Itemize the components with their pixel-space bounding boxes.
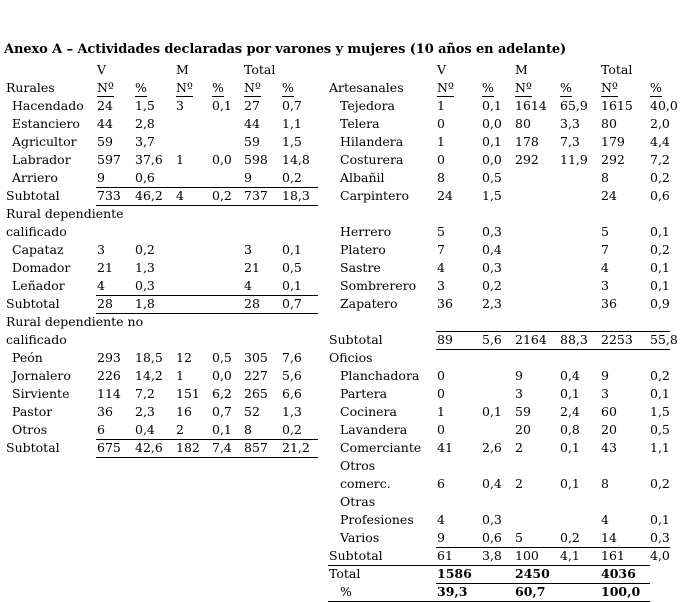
right-row-label: Hilandera [340, 134, 404, 149]
right-subtotal-label: Subtotal [329, 332, 383, 347]
right-value-cell: 0,4 [482, 242, 502, 257]
right-value-cell: 60 [601, 404, 617, 419]
right-row-label: Comerciante [340, 440, 422, 455]
left-value-cell: 1,8 [135, 296, 155, 311]
right-row-label: Herrero [340, 224, 392, 239]
left-value-cell: 24 [97, 98, 113, 113]
right-value-cell: 0,1 [560, 476, 580, 491]
left-row-label: Otros [12, 422, 48, 437]
left-value-cell: 0,7 [282, 296, 302, 311]
right-row-label: Telera [340, 116, 380, 131]
right-value-cell: 0,6 [482, 530, 502, 545]
right-value-cell: 60,7 [515, 584, 546, 599]
right-row-label: Varios [340, 530, 380, 545]
left-section-label: calificado [6, 332, 67, 347]
right-value-cell: 24 [437, 188, 453, 203]
right-value-cell: 3 [601, 386, 609, 401]
right-value-cell: 4 [601, 512, 609, 527]
left-value-cell: 0,7 [212, 404, 232, 419]
right-group-header-m: M [515, 62, 528, 77]
right-value-cell: 88,3 [560, 332, 588, 347]
right-value-cell: 2,3 [482, 296, 502, 311]
right-value-cell: 0,2 [560, 530, 580, 545]
right-value-cell: 0,3 [482, 224, 502, 239]
right-value-cell: 1 [437, 404, 445, 419]
left-value-cell: 6,2 [212, 386, 232, 401]
right-value-cell: 0,3 [482, 260, 502, 275]
left-value-cell: 0,5 [212, 350, 232, 365]
left-value-cell: 7,4 [212, 440, 232, 455]
right-subtotal-bottom-rule [436, 349, 670, 350]
left-value-cell: 4 [97, 278, 105, 293]
left-value-cell: 1,5 [135, 98, 155, 113]
right-value-cell: 4,0 [650, 548, 670, 563]
right-value-cell: 9 [437, 530, 445, 545]
left-value-cell: 265 [244, 386, 268, 401]
right-col-header: Nº [437, 80, 454, 95]
right-value-cell: 0,1 [482, 134, 502, 149]
left-value-cell: 3,7 [135, 134, 155, 149]
right-value-cell: 61 [437, 548, 453, 563]
right-value-cell: 7,2 [650, 152, 670, 167]
right-col-header: % [482, 80, 494, 95]
left-value-cell: 675 [97, 440, 121, 455]
right-value-cell: 292 [601, 152, 625, 167]
right-value-cell: 3 [437, 278, 445, 293]
left-value-cell: 16 [176, 404, 192, 419]
left-value-cell: 6 [97, 422, 105, 437]
left-value-cell: 0,1 [212, 98, 232, 113]
right-value-cell: 0,2 [650, 368, 670, 383]
right-subtotal-rule [436, 331, 670, 332]
right-value-cell: 2,0 [650, 116, 670, 131]
left-value-cell: 0,1 [282, 242, 302, 257]
right-value-cell: 20 [601, 422, 617, 437]
right-value-cell: 20 [515, 422, 531, 437]
right-value-cell: 5,6 [482, 332, 502, 347]
left-value-cell: 59 [97, 134, 113, 149]
right-row-label: Albañil [340, 170, 385, 185]
right-value-cell: 0,1 [482, 98, 502, 113]
right-value-cell: 0,4 [482, 476, 502, 491]
right-value-cell: 7 [437, 242, 445, 257]
right-value-cell: 3,8 [482, 548, 502, 563]
left-value-cell: 0,0 [212, 368, 232, 383]
left-value-cell: 8 [244, 422, 252, 437]
right-value-cell: 1 [437, 98, 445, 113]
right-row-label: Zapatero [340, 296, 398, 311]
left-value-cell: 42,6 [135, 440, 163, 455]
left-value-cell: 857 [244, 440, 268, 455]
right-row-label: comerc. [340, 476, 391, 491]
left-value-cell: 59 [244, 134, 260, 149]
left-row-label: Leñador [12, 278, 65, 293]
right-value-cell: 0,3 [650, 530, 670, 545]
left-group-header-m: M [176, 62, 189, 77]
left-value-cell: 44 [244, 116, 260, 131]
left-value-cell: 52 [244, 404, 260, 419]
right-value-cell: 80 [515, 116, 531, 131]
left-group-header-v: V [97, 62, 107, 77]
right-section-label: Oficios [329, 350, 373, 365]
right-value-cell: 0,1 [650, 224, 670, 239]
left-value-cell: 0,6 [135, 170, 155, 185]
left-value-cell: 151 [176, 386, 200, 401]
right-value-cell: 0,2 [650, 476, 670, 491]
left-value-cell: 0,2 [282, 422, 302, 437]
left-value-cell: 6,6 [282, 386, 302, 401]
total-label: Total [329, 566, 361, 581]
left-group-header-total: Total [244, 62, 276, 77]
left-row-label: Estanciero [12, 116, 80, 131]
right-value-cell: 2 [515, 440, 523, 455]
right-value-cell: 4,4 [650, 134, 670, 149]
left-col-header: Nº [97, 80, 114, 95]
left-subtotal-label: Subtotal [6, 188, 60, 203]
left-row-label: Pastor [12, 404, 53, 419]
right-value-cell: 2,6 [482, 440, 502, 455]
right-subtotal-rule [436, 547, 670, 548]
left-value-cell: 2 [176, 422, 184, 437]
right-value-cell: 1,5 [482, 188, 502, 203]
document-title: Anexo A – Actividades declaradas por varones y mujeres (10 años en adelante) [4, 42, 567, 57]
right-col-header: % [650, 80, 662, 95]
left-value-cell: 0,7 [282, 98, 302, 113]
percent-label: % [340, 584, 352, 599]
left-value-cell: 44 [97, 116, 113, 131]
right-value-cell: 0,0 [482, 152, 502, 167]
right-value-cell: 1 [437, 134, 445, 149]
right-row-label: Cocinera [340, 404, 397, 419]
left-col-header: % [212, 80, 224, 95]
right-value-cell: 0,1 [650, 386, 670, 401]
right-value-cell: 0,0 [482, 116, 502, 131]
left-value-cell: 0,1 [282, 278, 302, 293]
right-group-header-v: V [437, 62, 447, 77]
right-value-cell: 59 [515, 404, 531, 419]
left-value-cell: 5,6 [282, 368, 302, 383]
right-value-cell: 0,2 [650, 242, 670, 257]
left-value-cell: 0,3 [135, 278, 155, 293]
right-value-cell: 0 [437, 386, 445, 401]
left-value-cell: 36 [97, 404, 113, 419]
right-value-cell: 0 [437, 116, 445, 131]
left-row-label: Peón [12, 350, 43, 365]
right-row-label: Otros [340, 458, 376, 473]
left-value-cell: 293 [97, 350, 121, 365]
left-value-cell: 182 [176, 440, 200, 455]
right-value-cell: 36 [437, 296, 453, 311]
left-value-cell: 18,5 [135, 350, 163, 365]
right-value-cell: 9 [601, 368, 609, 383]
right-value-cell: 0,6 [650, 188, 670, 203]
left-subtotal-label: Subtotal [6, 440, 60, 455]
right-value-cell: 7,3 [560, 134, 580, 149]
right-value-cell: 2253 [601, 332, 633, 347]
right-row-label: Tejedora [340, 98, 395, 113]
left-value-cell: 2,8 [135, 116, 155, 131]
right-value-cell: 8 [437, 170, 445, 185]
right-value-cell: 2450 [515, 566, 550, 581]
right-value-cell: 24 [601, 188, 617, 203]
left-value-cell: 3 [244, 242, 252, 257]
left-value-cell: 737 [244, 188, 268, 203]
right-value-cell: 0 [437, 152, 445, 167]
left-value-cell: 14,8 [282, 152, 310, 167]
right-value-cell: 80 [601, 116, 617, 131]
right-row-label: Platero [340, 242, 386, 257]
left-row-label: Jornalero [12, 368, 71, 383]
right-value-cell: 1614 [515, 98, 547, 113]
right-row-label: Profesiones [340, 512, 414, 527]
right-value-cell: 14 [601, 530, 617, 545]
right-value-cell: 8 [601, 476, 609, 491]
right-value-cell: 0 [437, 422, 445, 437]
right-value-cell: 0,4 [560, 368, 580, 383]
right-value-cell: 100 [515, 548, 539, 563]
left-section-label: Rural dependiente [6, 206, 124, 221]
right-value-cell: 43 [601, 440, 617, 455]
right-value-cell: 8 [601, 170, 609, 185]
right-value-cell: 178 [515, 134, 539, 149]
left-value-cell: 597 [97, 152, 121, 167]
right-value-cell: 0,5 [482, 170, 502, 185]
right-value-cell: 1586 [437, 566, 472, 581]
left-value-cell: 28 [97, 296, 113, 311]
right-subtotal-label: Subtotal [329, 548, 383, 563]
right-value-cell: 0,5 [650, 422, 670, 437]
right-value-cell: 179 [601, 134, 625, 149]
left-value-cell: 14,2 [135, 368, 163, 383]
left-value-cell: 9 [97, 170, 105, 185]
right-value-cell: 100,0 [601, 584, 641, 599]
right-value-cell: 0,9 [650, 296, 670, 311]
left-value-cell: 226 [97, 368, 121, 383]
left-value-cell: 733 [97, 188, 121, 203]
right-section-label: Artesanales [329, 80, 404, 95]
right-row-label: Lavandera [340, 422, 408, 437]
right-col-header: Nº [515, 80, 532, 95]
left-value-cell: 7,6 [282, 350, 302, 365]
right-value-cell: 1,1 [650, 440, 670, 455]
left-value-cell: 18,3 [282, 188, 310, 203]
right-col-header: % [560, 80, 572, 95]
right-group-header-total: Total [601, 62, 633, 77]
left-value-cell: 1 [176, 368, 184, 383]
right-value-cell: 5 [601, 224, 609, 239]
right-value-cell: 0,2 [650, 170, 670, 185]
left-value-cell: 1,1 [282, 116, 302, 131]
right-value-cell: 4,1 [560, 548, 580, 563]
right-row-label: Otras [340, 494, 376, 509]
left-row-label: Arriero [12, 170, 58, 185]
right-row-label: Planchadora [340, 368, 420, 383]
right-value-cell: 4036 [601, 566, 636, 581]
left-value-cell: 0,0 [212, 152, 232, 167]
left-value-cell: 305 [244, 350, 268, 365]
right-value-cell: 4 [601, 260, 609, 275]
left-value-cell: 1,3 [282, 404, 302, 419]
left-row-label: Sirviente [12, 386, 70, 401]
right-value-cell: 0,1 [650, 512, 670, 527]
left-value-cell: 0,4 [135, 422, 155, 437]
right-value-cell: 1,5 [650, 404, 670, 419]
right-value-cell: 3 [515, 386, 523, 401]
right-value-cell: 2 [515, 476, 523, 491]
right-value-cell: 292 [515, 152, 539, 167]
right-row-label: Sastre [340, 260, 381, 275]
right-row-label: Partera [340, 386, 388, 401]
right-value-cell: 0,1 [482, 404, 502, 419]
left-value-cell: 9 [244, 170, 252, 185]
left-value-cell: 28 [244, 296, 260, 311]
left-value-cell: 0,2 [282, 170, 302, 185]
right-value-cell: 3,3 [560, 116, 580, 131]
right-value-cell: 0,1 [560, 386, 580, 401]
left-value-cell: 21 [244, 260, 260, 275]
right-row-label: Sombrerero [340, 278, 417, 293]
right-value-cell: 0,1 [560, 440, 580, 455]
left-value-cell: 598 [244, 152, 268, 167]
right-value-cell: 89 [437, 332, 453, 347]
left-row-label: Labrador [12, 152, 71, 167]
left-subtotal-bottom-rule [96, 457, 318, 458]
left-value-cell: 0,5 [282, 260, 302, 275]
left-value-cell: 1,3 [135, 260, 155, 275]
right-value-cell: 0,2 [482, 278, 502, 293]
right-value-cell: 7 [601, 242, 609, 257]
left-value-cell: 0,2 [212, 188, 232, 203]
left-section-label: Rural dependiente no [6, 314, 144, 329]
left-value-cell: 27 [244, 98, 260, 113]
left-section-label: calificado [6, 224, 67, 239]
right-row-label: Carpintero [340, 188, 409, 203]
right-value-cell: 55,8 [650, 332, 678, 347]
left-value-cell: 2,3 [135, 404, 155, 419]
right-value-cell: 5 [437, 224, 445, 239]
left-value-cell: 4 [244, 278, 252, 293]
left-row-label: Domador [12, 260, 71, 275]
left-value-cell: 3 [176, 98, 184, 113]
left-value-cell: 0,1 [212, 422, 232, 437]
left-value-cell: 0,2 [135, 242, 155, 257]
left-value-cell: 12 [176, 350, 192, 365]
left-col-header: % [135, 80, 147, 95]
right-value-cell: 0 [437, 368, 445, 383]
right-value-cell: 4 [437, 512, 445, 527]
right-value-cell: 161 [601, 548, 625, 563]
left-value-cell: 46,2 [135, 188, 163, 203]
left-col-header: Nº [244, 80, 261, 95]
right-value-cell: 36 [601, 296, 617, 311]
right-value-cell: 0,3 [482, 512, 502, 527]
right-value-cell: 0,8 [560, 422, 580, 437]
left-value-cell: 3 [97, 242, 105, 257]
right-value-cell: 41 [437, 440, 453, 455]
right-value-cell: 65,9 [560, 98, 588, 113]
right-row-label: Costurera [340, 152, 404, 167]
right-col-header: Nº [601, 80, 618, 95]
right-value-cell: 39,3 [437, 584, 468, 599]
right-value-cell: 0,1 [650, 278, 670, 293]
right-value-cell: 1615 [601, 98, 633, 113]
left-row-label: Capataz [12, 242, 64, 257]
left-value-cell: 7,2 [135, 386, 155, 401]
left-value-cell: 1 [176, 152, 184, 167]
right-value-cell: 0,1 [650, 260, 670, 275]
left-subtotal-label: Subtotal [6, 296, 60, 311]
right-value-cell: 2,4 [560, 404, 580, 419]
right-value-cell: 5 [515, 530, 523, 545]
right-value-cell: 2164 [515, 332, 547, 347]
left-value-cell: 1,5 [282, 134, 302, 149]
left-value-cell: 114 [97, 386, 121, 401]
right-value-cell: 3 [601, 278, 609, 293]
left-section-label: Rurales [6, 80, 55, 95]
right-value-cell: 6 [437, 476, 445, 491]
left-value-cell: 21 [97, 260, 113, 275]
right-value-cell: 40,0 [650, 98, 678, 113]
left-subtotal-bottom-rule [96, 205, 318, 206]
left-col-header: Nº [176, 80, 193, 95]
right-value-cell: 9 [515, 368, 523, 383]
left-value-cell: 227 [244, 368, 268, 383]
left-value-cell: 21,2 [282, 440, 310, 455]
left-col-header: % [282, 80, 294, 95]
right-value-cell: 4 [437, 260, 445, 275]
left-row-label: Agricultor [12, 134, 77, 149]
left-value-cell: 4 [176, 188, 184, 203]
right-value-cell: 11,9 [560, 152, 588, 167]
left-value-cell: 37,6 [135, 152, 163, 167]
left-row-label: Hacendado [12, 98, 84, 113]
